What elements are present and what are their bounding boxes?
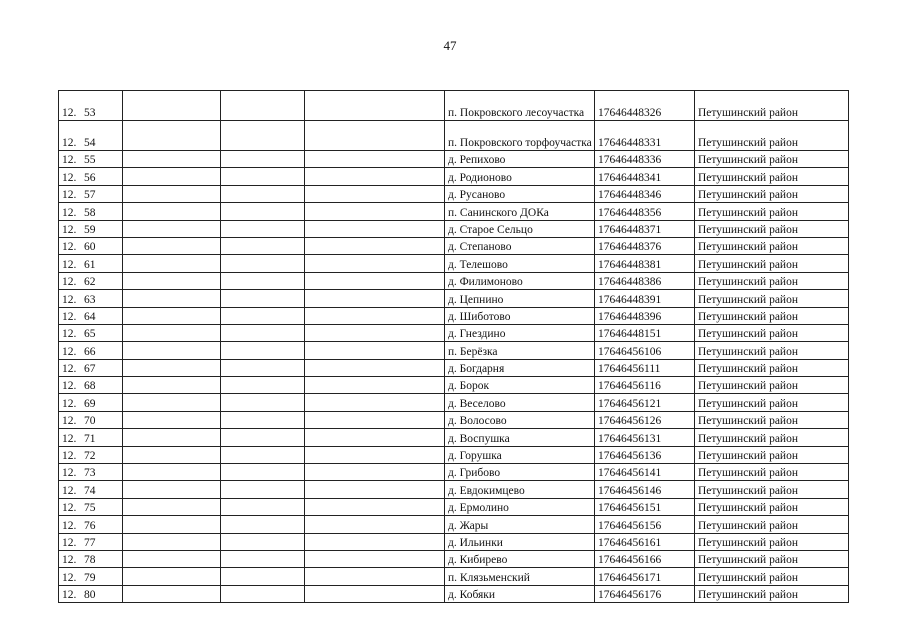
empty-cell bbox=[123, 464, 221, 481]
district-name: Петушинский район bbox=[695, 290, 849, 307]
row-number bbox=[59, 429, 123, 446]
table-row bbox=[59, 585, 849, 602]
empty-cell bbox=[221, 237, 305, 254]
item-number: 59 bbox=[84, 223, 96, 236]
settlement-name: д. Гнездино bbox=[445, 324, 595, 341]
oktmo-code: 17646456131 bbox=[595, 429, 695, 446]
empty-cell bbox=[305, 585, 445, 602]
section-number: 12. bbox=[62, 137, 77, 149]
section-number: 12. bbox=[62, 206, 77, 219]
empty-cell bbox=[305, 429, 445, 446]
settlement-name: д. Репихово bbox=[445, 151, 595, 168]
settlement-name: д. Грибово bbox=[445, 464, 595, 481]
empty-cell bbox=[305, 533, 445, 550]
empty-cell bbox=[221, 377, 305, 394]
oktmo-code: 17646456121 bbox=[595, 394, 695, 411]
empty-cell bbox=[123, 324, 221, 341]
section-number: 12. bbox=[62, 171, 77, 184]
district-name: Петушинский район bbox=[695, 185, 849, 202]
table-row bbox=[59, 394, 849, 411]
empty-cell bbox=[305, 464, 445, 481]
settlement-name: д. Кобяки bbox=[445, 585, 595, 602]
section-number: 12. bbox=[62, 484, 77, 497]
settlement-name: д. Цепнино bbox=[445, 290, 595, 307]
empty-cell bbox=[305, 121, 445, 151]
empty-cell bbox=[305, 394, 445, 411]
settlement-name: д. Воспушка bbox=[445, 429, 595, 446]
item-number: 79 bbox=[84, 571, 96, 584]
empty-cell bbox=[123, 498, 221, 515]
item-number: 63 bbox=[84, 293, 96, 306]
table-row bbox=[59, 377, 849, 394]
table-row bbox=[59, 359, 849, 376]
section-number: 12. bbox=[62, 450, 77, 463]
empty-cell bbox=[123, 394, 221, 411]
empty-cell bbox=[221, 359, 305, 376]
empty-cell bbox=[305, 290, 445, 307]
empty-cell bbox=[123, 533, 221, 550]
oktmo-code: 17646456146 bbox=[595, 481, 695, 498]
table-row bbox=[59, 324, 849, 341]
district-name: Петушинский район bbox=[695, 168, 849, 185]
oktmo-code: 17646448346 bbox=[595, 185, 695, 202]
oktmo-code: 17646456166 bbox=[595, 550, 695, 567]
row-number bbox=[59, 168, 123, 185]
district-name: Петушинский район bbox=[695, 359, 849, 376]
empty-cell bbox=[305, 185, 445, 202]
settlement-name: д. Евдокимцево bbox=[445, 481, 595, 498]
empty-cell bbox=[305, 446, 445, 463]
empty-cell bbox=[123, 446, 221, 463]
empty-cell bbox=[305, 498, 445, 515]
section-number: 12. bbox=[62, 380, 77, 393]
row-number bbox=[59, 394, 123, 411]
row-number bbox=[59, 203, 123, 220]
section-number: 12. bbox=[62, 415, 77, 428]
oktmo-code: 17646456161 bbox=[595, 533, 695, 550]
row-number bbox=[59, 568, 123, 585]
empty-cell bbox=[305, 550, 445, 567]
table-row bbox=[59, 342, 849, 359]
row-number bbox=[59, 237, 123, 254]
empty-cell bbox=[221, 429, 305, 446]
table-row bbox=[59, 168, 849, 185]
settlement-name: д. Степаново bbox=[445, 237, 595, 254]
oktmo-code: 17646456151 bbox=[595, 498, 695, 515]
settlement-name: д. Веселово bbox=[445, 394, 595, 411]
table-row bbox=[59, 464, 849, 481]
empty-cell bbox=[305, 272, 445, 289]
district-name: Петушинский район bbox=[695, 411, 849, 428]
settlement-name: п. Покровского торфоучастка bbox=[445, 121, 595, 151]
item-number: 55 bbox=[84, 154, 96, 167]
table-row bbox=[59, 255, 849, 272]
table-row bbox=[59, 550, 849, 567]
item-number: 78 bbox=[84, 554, 96, 567]
item-number: 56 bbox=[84, 171, 96, 184]
section-number: 12. bbox=[62, 589, 77, 602]
item-number: 69 bbox=[84, 397, 96, 410]
item-number: 68 bbox=[84, 380, 96, 393]
table-row bbox=[59, 411, 849, 428]
row-number bbox=[59, 324, 123, 341]
district-name: Петушинский район bbox=[695, 585, 849, 602]
oktmo-code: 17646448386 bbox=[595, 272, 695, 289]
oktmo-code: 17646448391 bbox=[595, 290, 695, 307]
settlement-name: п. Берёзка bbox=[445, 342, 595, 359]
empty-cell bbox=[123, 151, 221, 168]
section-number: 12. bbox=[62, 554, 77, 567]
table-row bbox=[59, 203, 849, 220]
settlement-name: п. Покровского лесоучастка bbox=[445, 91, 595, 121]
oktmo-code: 17646456141 bbox=[595, 464, 695, 481]
district-name: Петушинский район bbox=[695, 324, 849, 341]
empty-cell bbox=[123, 516, 221, 533]
empty-cell bbox=[123, 481, 221, 498]
district-name: Петушинский район bbox=[695, 533, 849, 550]
table-row bbox=[59, 220, 849, 237]
oktmo-code: 17646456116 bbox=[595, 377, 695, 394]
page-number: 47 bbox=[443, 38, 457, 53]
row-number bbox=[59, 464, 123, 481]
oktmo-code: 17646448356 bbox=[595, 203, 695, 220]
item-number: 75 bbox=[84, 502, 96, 515]
empty-cell bbox=[221, 324, 305, 341]
row-number bbox=[59, 220, 123, 237]
settlement-name: д. Шиботово bbox=[445, 307, 595, 324]
district-name: Петушинский район bbox=[695, 220, 849, 237]
oktmo-code: 17646448326 bbox=[595, 91, 695, 121]
empty-cell bbox=[305, 151, 445, 168]
district-name: Петушинский район bbox=[695, 568, 849, 585]
empty-cell bbox=[221, 446, 305, 463]
section-number: 12. bbox=[62, 154, 77, 167]
oktmo-code: 17646448376 bbox=[595, 237, 695, 254]
district-name: Петушинский район bbox=[695, 151, 849, 168]
empty-cell bbox=[305, 342, 445, 359]
section-number: 12. bbox=[62, 293, 77, 306]
empty-cell bbox=[123, 307, 221, 324]
table-row bbox=[59, 307, 849, 324]
section-number: 12. bbox=[62, 107, 77, 119]
empty-cell bbox=[123, 429, 221, 446]
empty-cell bbox=[123, 568, 221, 585]
empty-cell bbox=[305, 359, 445, 376]
empty-cell bbox=[123, 168, 221, 185]
settlement-name: д. Телешово bbox=[445, 255, 595, 272]
empty-cell bbox=[305, 516, 445, 533]
empty-cell bbox=[305, 220, 445, 237]
item-number: 64 bbox=[84, 310, 96, 323]
table-row bbox=[59, 151, 849, 168]
district-name: Петушинский район bbox=[695, 550, 849, 567]
settlement-name: д. Волосово bbox=[445, 411, 595, 428]
empty-cell bbox=[221, 550, 305, 567]
district-name: Петушинский район bbox=[695, 446, 849, 463]
item-number: 54 bbox=[84, 137, 96, 149]
table-row bbox=[59, 185, 849, 202]
row-number bbox=[59, 91, 123, 121]
empty-cell bbox=[221, 585, 305, 602]
empty-cell bbox=[305, 377, 445, 394]
empty-cell bbox=[305, 168, 445, 185]
settlement-name: д. Филимоново bbox=[445, 272, 595, 289]
empty-cell bbox=[221, 464, 305, 481]
district-name: Петушинский район bbox=[695, 203, 849, 220]
empty-cell bbox=[221, 568, 305, 585]
item-number: 53 bbox=[84, 107, 96, 119]
table-row bbox=[59, 237, 849, 254]
district-name: Петушинский район bbox=[695, 272, 849, 289]
empty-cell bbox=[123, 359, 221, 376]
empty-cell bbox=[305, 237, 445, 254]
table-row bbox=[59, 481, 849, 498]
empty-cell bbox=[305, 324, 445, 341]
oktmo-code: 17646456156 bbox=[595, 516, 695, 533]
row-number bbox=[59, 481, 123, 498]
empty-cell bbox=[123, 121, 221, 151]
oktmo-code: 17646448341 bbox=[595, 168, 695, 185]
table-row bbox=[59, 290, 849, 307]
empty-cell bbox=[305, 568, 445, 585]
row-number bbox=[59, 342, 123, 359]
empty-cell bbox=[123, 342, 221, 359]
district-name: Петушинский район bbox=[695, 481, 849, 498]
item-number: 66 bbox=[84, 345, 96, 358]
oktmo-code: 17646456111 bbox=[595, 359, 695, 376]
section-number: 12. bbox=[62, 571, 77, 584]
row-number bbox=[59, 533, 123, 550]
table-row bbox=[59, 121, 849, 151]
empty-cell bbox=[221, 203, 305, 220]
empty-cell bbox=[305, 203, 445, 220]
section-number: 12. bbox=[62, 258, 77, 271]
table-row bbox=[59, 429, 849, 446]
empty-cell bbox=[123, 290, 221, 307]
row-number bbox=[59, 550, 123, 567]
empty-cell bbox=[221, 290, 305, 307]
oktmo-code: 17646456126 bbox=[595, 411, 695, 428]
district-name: Петушинский район bbox=[695, 342, 849, 359]
item-number: 60 bbox=[84, 241, 96, 254]
settlement-name: д. Родионово bbox=[445, 168, 595, 185]
row-number bbox=[59, 272, 123, 289]
settlement-name: д. Старое Сельцо bbox=[445, 220, 595, 237]
row-number bbox=[59, 446, 123, 463]
item-number: 76 bbox=[84, 519, 96, 532]
table-row bbox=[59, 272, 849, 289]
settlement-name: д. Горушка bbox=[445, 446, 595, 463]
empty-cell bbox=[305, 255, 445, 272]
section-number: 12. bbox=[62, 189, 77, 202]
district-name: Петушинский район bbox=[695, 377, 849, 394]
district-name: Петушинский район bbox=[695, 121, 849, 151]
settlement-name: д. Борок bbox=[445, 377, 595, 394]
district-name: Петушинский район bbox=[695, 498, 849, 515]
oktmo-code: 17646448381 bbox=[595, 255, 695, 272]
empty-cell bbox=[221, 151, 305, 168]
row-number bbox=[59, 255, 123, 272]
district-name: Петушинский район bbox=[695, 394, 849, 411]
row-number bbox=[59, 121, 123, 151]
section-number: 12. bbox=[62, 328, 77, 341]
item-number: 73 bbox=[84, 467, 96, 480]
district-name: Петушинский район bbox=[695, 307, 849, 324]
oktmo-code: 17646448396 bbox=[595, 307, 695, 324]
empty-cell bbox=[221, 394, 305, 411]
oktmo-code: 17646448151 bbox=[595, 324, 695, 341]
empty-cell bbox=[221, 498, 305, 515]
district-name: Петушинский район bbox=[695, 464, 849, 481]
item-number: 70 bbox=[84, 415, 96, 428]
empty-cell bbox=[123, 185, 221, 202]
item-number: 57 bbox=[84, 189, 96, 202]
empty-cell bbox=[221, 481, 305, 498]
empty-cell bbox=[123, 91, 221, 121]
empty-cell bbox=[123, 272, 221, 289]
district-name: Петушинский район bbox=[695, 429, 849, 446]
settlement-name: д. Богдарня bbox=[445, 359, 595, 376]
settlement-name: д. Русаново bbox=[445, 185, 595, 202]
empty-cell bbox=[221, 272, 305, 289]
district-name: Петушинский район bbox=[695, 516, 849, 533]
empty-cell bbox=[221, 411, 305, 428]
row-number bbox=[59, 516, 123, 533]
table-row bbox=[59, 498, 849, 515]
empty-cell bbox=[123, 550, 221, 567]
empty-cell bbox=[123, 411, 221, 428]
settlement-name: п. Клязьменский bbox=[445, 568, 595, 585]
row-number bbox=[59, 377, 123, 394]
item-number: 71 bbox=[84, 432, 96, 445]
empty-cell bbox=[123, 585, 221, 602]
empty-cell bbox=[221, 121, 305, 151]
item-number: 74 bbox=[84, 484, 96, 497]
item-number: 62 bbox=[84, 276, 96, 289]
table-body bbox=[59, 91, 849, 603]
empty-cell bbox=[123, 203, 221, 220]
settlements-table bbox=[58, 90, 849, 603]
empty-cell bbox=[221, 91, 305, 121]
oktmo-code: 17646448336 bbox=[595, 151, 695, 168]
item-number: 61 bbox=[84, 258, 96, 271]
empty-cell bbox=[123, 255, 221, 272]
row-number bbox=[59, 585, 123, 602]
empty-cell bbox=[221, 533, 305, 550]
empty-cell bbox=[305, 91, 445, 121]
oktmo-code: 17646456176 bbox=[595, 585, 695, 602]
row-number bbox=[59, 290, 123, 307]
oktmo-code: 17646456136 bbox=[595, 446, 695, 463]
empty-cell bbox=[305, 411, 445, 428]
item-number: 77 bbox=[84, 536, 96, 549]
item-number: 67 bbox=[84, 363, 96, 376]
section-number: 12. bbox=[62, 467, 77, 480]
settlement-name: д. Кибирево bbox=[445, 550, 595, 567]
settlement-name: д. Ильинки bbox=[445, 533, 595, 550]
section-number: 12. bbox=[62, 519, 77, 532]
district-name: Петушинский район bbox=[695, 255, 849, 272]
oktmo-code: 17646448331 bbox=[595, 121, 695, 151]
section-number: 12. bbox=[62, 276, 77, 289]
empty-cell bbox=[305, 307, 445, 324]
empty-cell bbox=[221, 516, 305, 533]
oktmo-code: 17646456106 bbox=[595, 342, 695, 359]
row-number bbox=[59, 307, 123, 324]
row-number bbox=[59, 498, 123, 515]
table-row bbox=[59, 446, 849, 463]
section-number: 12. bbox=[62, 363, 77, 376]
row-number bbox=[59, 151, 123, 168]
empty-cell bbox=[221, 255, 305, 272]
table-row bbox=[59, 91, 849, 121]
section-number: 12. bbox=[62, 241, 77, 254]
item-number: 58 bbox=[84, 206, 96, 219]
item-number: 72 bbox=[84, 450, 96, 463]
district-name: Петушинский район bbox=[695, 91, 849, 121]
section-number: 12. bbox=[62, 536, 77, 549]
settlement-name: д. Жары bbox=[445, 516, 595, 533]
section-number: 12. bbox=[62, 502, 77, 515]
row-number bbox=[59, 359, 123, 376]
item-number: 65 bbox=[84, 328, 96, 341]
oktmo-code: 17646456171 bbox=[595, 568, 695, 585]
empty-cell bbox=[123, 220, 221, 237]
district-name: Петушинский район bbox=[695, 237, 849, 254]
section-number: 12. bbox=[62, 310, 77, 323]
oktmo-code: 17646448371 bbox=[595, 220, 695, 237]
row-number bbox=[59, 185, 123, 202]
table-row bbox=[59, 516, 849, 533]
empty-cell bbox=[221, 220, 305, 237]
settlement-name: д. Ермолино bbox=[445, 498, 595, 515]
empty-cell bbox=[221, 307, 305, 324]
section-number: 12. bbox=[62, 397, 77, 410]
empty-cell bbox=[123, 237, 221, 254]
section-number: 12. bbox=[62, 432, 77, 445]
table-row bbox=[59, 568, 849, 585]
table-row bbox=[59, 533, 849, 550]
empty-cell bbox=[305, 481, 445, 498]
empty-cell bbox=[221, 185, 305, 202]
empty-cell bbox=[221, 342, 305, 359]
section-number: 12. bbox=[62, 223, 77, 236]
empty-cell bbox=[221, 168, 305, 185]
empty-cell bbox=[123, 377, 221, 394]
section-number: 12. bbox=[62, 345, 77, 358]
row-number bbox=[59, 411, 123, 428]
item-number: 80 bbox=[84, 589, 96, 602]
settlement-name: п. Санинского ДОКа bbox=[445, 203, 595, 220]
